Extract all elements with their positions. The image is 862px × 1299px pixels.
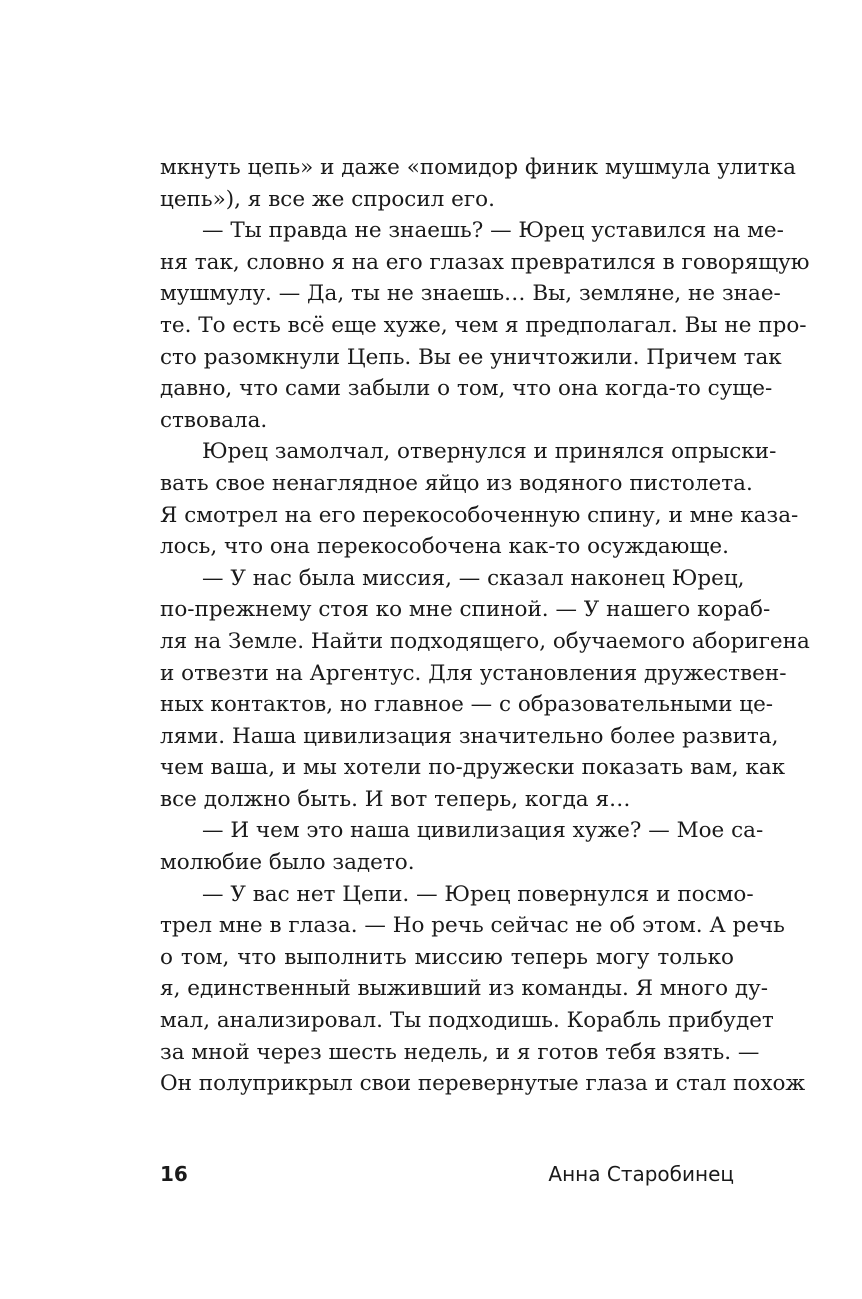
text-line: Я смотрел на его перекособоченную спину, и мне каза- [160, 502, 799, 528]
page-footer [160, 1162, 734, 1194]
text-line: — У вас нет Цепи. — Юрец повернулся и посмо- [202, 881, 754, 907]
body-text [160, 152, 810, 1100]
text-line: за мной через шесть недель, и я готов тебя взять. — [160, 1039, 760, 1065]
text-line: ля на Земле. Найти подходящего, обучаемого аборигена [160, 628, 810, 654]
text-line: ствовала. [160, 407, 268, 433]
text-line: лось, что она перекособочена как-то осуждающе. [160, 534, 729, 560]
text-line: я, единственный выживший из команды. Я много ду- [160, 976, 769, 1002]
text-line: о том, что выполнить миссию теперь могу только [160, 944, 734, 970]
text-line: — У нас была миссия, — сказал наконец Юрец, [202, 565, 745, 591]
text-line: чем ваша, и мы хотели по-дружески показать вам, как [160, 755, 786, 781]
text-line: цепь»), я все же спросил его. [160, 186, 495, 212]
text-line: молюбие было задето. [160, 850, 415, 876]
text-line: мал, анализировал. Ты подходишь. Корабль прибудет [160, 1008, 774, 1034]
text-line: по-прежнему стоя ко мне спиной. — У нашего кораб- [160, 597, 771, 623]
text-line: лями. Наша цивилизация значительно более развита, [160, 723, 779, 749]
page-number: 16 [160, 1162, 188, 1186]
text-line: — И чем это наша цивилизация хуже? — Мое са- [202, 818, 764, 844]
text-line: ных контактов, но главное — с образовательными це- [160, 692, 774, 718]
text-line: все должно быть. И вот теперь, когда я… [160, 786, 631, 812]
running-author: Анна Старобинец [548, 1162, 734, 1186]
text-line: — Ты правда не знаешь? — Юрец уставился на ме- [202, 218, 784, 244]
text-line: вать свое ненаглядное яйцо из водяного пистолета. [160, 470, 753, 496]
text-line: Юрец замолчал, отвернулся и принялся опрыски- [202, 439, 777, 465]
text-line: мкнуть цепь» и даже «помидор финик мушмула улитка [160, 155, 796, 180]
text-line: те. То есть всё еще хуже, чем я предполагал. Вы не про- [160, 312, 807, 338]
text-line: сто разомкнули Цепь. Вы ее уничтожили. Причем так [160, 344, 782, 370]
text-line: давно, что сами забыли о том, что она когда-то суще- [160, 376, 773, 402]
text-line: ня так, словно я на его глазах превратился в говорящую [160, 249, 810, 275]
text-line: и отвезти на Аргентус. Для установления дружествен- [160, 660, 787, 686]
text-line: Он полуприкрыл свои перевернутые глаза и стал похож [160, 1071, 806, 1097]
text-line: трел мне в глаза. — Но речь сейчас не об этом. А речь [160, 913, 785, 939]
text-line: мушмулу. — Да, ты не знаешь… Вы, земляне, не знае- [160, 281, 781, 307]
